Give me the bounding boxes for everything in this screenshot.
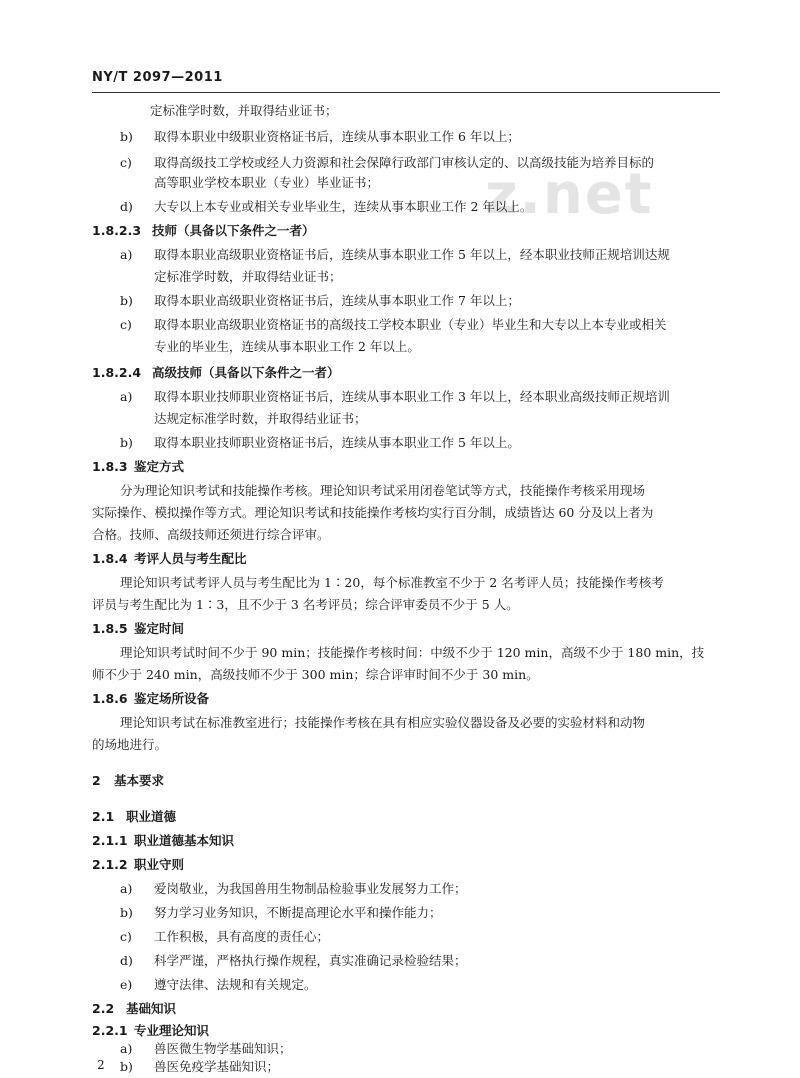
section-number: 1.8.2.3 [92, 223, 142, 238]
standard-code: NY/T 2097—2011 [92, 70, 223, 85]
chapter-number: 2 [92, 773, 101, 788]
section-number: 2.1.2 [92, 857, 128, 872]
list-item [120, 928, 329, 946]
section-title: 鉴定方式 [134, 459, 185, 474]
section-heading [92, 550, 247, 568]
watermark: z.net [485, 162, 654, 227]
paragraph-line: 理论知识考试时间不少于 90 min；技能操作考核时间：中级不少于 120 min，高级不少于 180 min，技 [120, 645, 705, 660]
list-text: 工作积极，具有高度的责任心； [154, 929, 330, 944]
list-label: a) [120, 881, 133, 896]
section-number: 2.2 [92, 1001, 115, 1016]
paragraph-line: 分为理论知识考试和技能操作考核。理论知识考试采用闭卷笔试等方式，技能操作考核采用现场 [120, 483, 646, 498]
list-label: b) [120, 1059, 133, 1074]
page-number: 2 [97, 1058, 105, 1072]
list-text: 兽医免疫学基础知识； [154, 1059, 280, 1074]
header-rule [92, 92, 720, 93]
list-item [120, 952, 467, 970]
list-text: 取得本职业技师职业资格证书后，连续从事本职业工作 5 年以上。 [154, 435, 520, 450]
section-number: 1.8.6 [92, 691, 128, 706]
text-line: 高等职业学校本职业（专业）毕业证书； [154, 175, 380, 190]
section-title: 鉴定场所设备 [134, 691, 210, 706]
section-number: 1.8.4 [92, 551, 128, 566]
section-number: 2.1 [92, 809, 115, 824]
section-heading [92, 1022, 209, 1040]
list-text: 努力学习业务知识，不断提高理论水平和操作能力； [154, 905, 442, 920]
list-label: e) [120, 977, 133, 992]
paragraph-line: 的场地进行。 [92, 737, 168, 752]
list-item [120, 388, 670, 406]
list-label: c) [120, 155, 132, 170]
paragraph-line: 实际操作、模拟操作等方式。理论知识考试和技能操作考核均实行百分制，成绩皆达 60 分及以上者为 [92, 505, 654, 520]
list-label: a) [120, 389, 133, 404]
section-title: 职业道德基本知识 [134, 833, 235, 848]
list-label: b) [120, 435, 133, 450]
text-line: 定标准学时数，并取得结业证书； [150, 103, 338, 118]
section-number: 2.1.1 [92, 833, 128, 848]
section-title: 职业守则 [134, 857, 185, 872]
list-text: 取得本职业高级职业资格证书的高级技工学校本职业（专业）毕业生和大专以上本专业或相关 [154, 317, 667, 332]
list-text: 兽医微生物学基础知识； [154, 1041, 292, 1056]
list-item [120, 904, 442, 922]
section-heading [92, 690, 209, 708]
text-line: 专业的毕业生，连续从事本职业工作 2 年以上。 [154, 339, 420, 354]
list-label: c) [120, 929, 132, 944]
list-text: 取得高级技工学校或经人力资源和社会保障行政部门审核认定的、以高级技能为培养目标的 [154, 155, 655, 170]
list-item [120, 976, 317, 994]
list-item [120, 292, 520, 310]
list-item [120, 246, 670, 264]
section-heading [92, 808, 176, 826]
text-line: 达规定标准学时数，并取得结业证书； [154, 411, 367, 426]
list-text: 大专以上本专业或相关专业毕业生，连续从事本职业工作 2 年以上。 [154, 199, 533, 214]
list-item [120, 1058, 279, 1076]
list-label: c) [120, 317, 132, 332]
paragraph-line: 合格。技师、高级技师还须进行综合评审。 [92, 527, 330, 542]
list-item [120, 128, 520, 146]
section-heading [92, 620, 184, 638]
list-text: 取得本职业高级职业资格证书后，连续从事本职业工作 7 年以上； [154, 293, 520, 308]
list-text: 科学严谨，严格执行操作规程，真实准确记录检验结果； [154, 953, 467, 968]
section-heading [92, 832, 234, 850]
section-title: 技师（具备以下条件之一者） [152, 223, 315, 238]
paragraph-line: 评员与考生配比为 1∶3，且不少于 3 名考评员；综合评审委员不少于 5 人。 [92, 597, 519, 612]
list-item [120, 316, 667, 334]
section-title: 高级技师（具备以下条件之一者） [152, 365, 340, 380]
chapter-heading [92, 772, 164, 790]
section-heading [92, 458, 184, 476]
list-label: b) [120, 129, 133, 144]
list-item [120, 198, 532, 216]
paragraph-line: 理论知识考试考评人员与考生配比为 1∶20，每个标准教室不少于 2 名考评人员；技能操作考核考 [120, 575, 664, 590]
list-text: 遵守法律、法规和有关规定。 [154, 977, 317, 992]
section-number: 1.8.2.4 [92, 365, 142, 380]
section-heading [92, 1000, 176, 1018]
list-text: 取得本职业中级职业资格证书后，连续从事本职业工作 6 年以上； [154, 129, 520, 144]
section-title: 考评人员与考生配比 [134, 551, 247, 566]
section-number: 1.8.5 [92, 621, 128, 636]
list-text: 爱岗敬业，为我国兽用生物制品检验事业发展努力工作； [154, 881, 467, 896]
section-title: 专业理论知识 [134, 1023, 210, 1038]
list-label: a) [120, 1041, 133, 1056]
section-number: 1.8.3 [92, 459, 128, 474]
section-number: 2.2.1 [92, 1023, 128, 1038]
section-title: 基础知识 [126, 1001, 177, 1016]
list-item [120, 880, 467, 898]
section-heading [92, 222, 315, 240]
section-title: 职业道德 [126, 809, 177, 824]
section-heading [92, 856, 184, 874]
chapter-title: 基本要求 [114, 773, 165, 788]
list-item [120, 154, 654, 172]
list-text: 取得本职业高级职业资格证书后，连续从事本职业工作 5 年以上，经本职业技师正规培训达规 [154, 247, 670, 262]
list-text: 取得本职业技师职业资格证书后，连续从事本职业工作 3 年以上，经本职业高级技师正规培训 [154, 389, 670, 404]
text-line: 定标准学时数，并取得结业证书； [154, 269, 342, 284]
list-item [120, 1040, 292, 1058]
paragraph-line: 师不少于 240 min，高级技师不少于 300 min；综合评审时间不少于 30 min。 [92, 667, 539, 682]
list-label: b) [120, 293, 133, 308]
list-label: d) [120, 953, 133, 968]
section-title: 鉴定时间 [134, 621, 185, 636]
list-label: d) [120, 199, 133, 214]
paragraph-line: 理论知识考试在标准教室进行；技能操作考核在具有相应实验仪器设备及必要的实验材料和动物 [120, 715, 646, 730]
list-label: a) [120, 247, 133, 262]
section-heading [92, 364, 340, 382]
list-label: b) [120, 905, 133, 920]
list-item [120, 434, 520, 452]
